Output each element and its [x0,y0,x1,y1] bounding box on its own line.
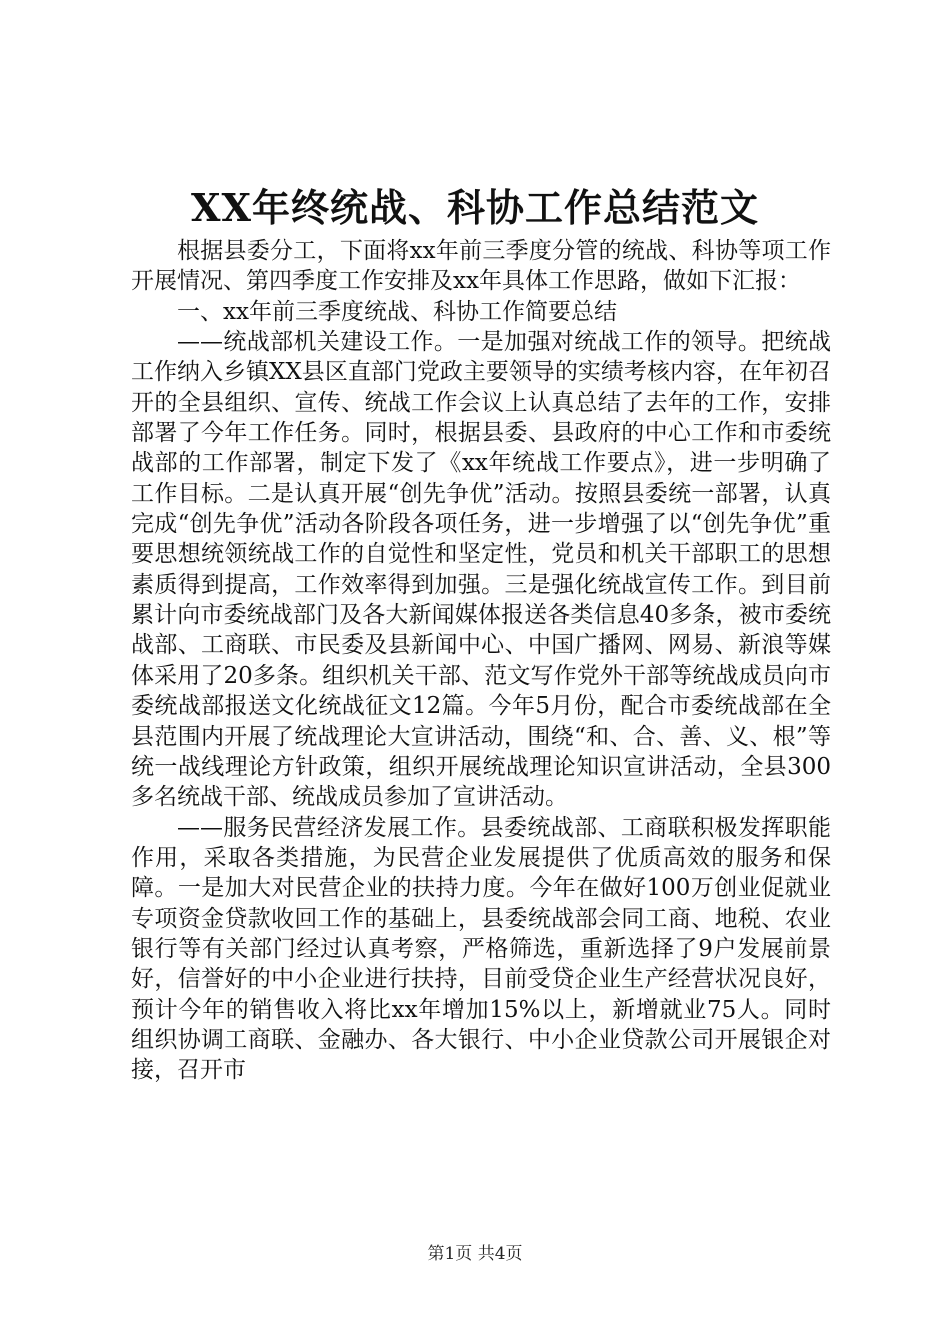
page-footer: 第1页 共4页 [427,1244,523,1264]
paragraph-intro: 根据县委分工，下面将xx年前三季度分管的统战、科协等项工作开展情况、第四季度工作安排及xx年具体工作思路，做如下汇报： [131,238,831,295]
section-heading: 一、xx年前三季度统战、科协工作简要总结 [177,298,617,325]
paragraph-private-economy: ——服务民营经济发展工作。县委统战部、工商联积极发挥职能作用，采取各类措施，为民营企业发展提供了优质高效的服务和保障。一是加大对民营企业的扶持力度。今年在做好100万创业促就业专项资金贷款收回工作的基础上，县委统战部会同工商、地税、农业银行等有关部门经过认真考察，严格筛选，重新选择了9户发展前景好，信誉好的中小企业进行扶持，目前受贷企业生产经营状况良好，预计今年的销售收入将比xx年增加15%以上，新增就业75人。同时组织协调工商联、金融办、各大银行、中小企业贷款公司开展银企对接，召开市 [131,814,831,1084]
paragraph-united-front-building: ——统战部机关建设工作。一是加强对统战工作的领导。把统战工作纳入乡镇XX县区直部门党政主要领导的实绩考核内容，在年初召开的全县组织、宣传、统战工作会议上认真总结了去年的工作，安排部署了今年工作任务。同时，根据县委、县政府的中心工作和市委统战部的工作部署，制定下发了《xx年统战工作要点》，进一步明确了工作目标。二是认真开展“创先争优”活动。按照县委统一部署，认真完成“创先争优”活动各阶段各项任务，进一步增强了以“创先争优”重要思想统领统战工作的自觉性和坚定性，党员和机关干部职工的思想素质得到提高，工作效率得到加强。三是强化统战宣传工作。到目前累计向市委统战部门及各大新闻媒体报送各类信息40多条，被市委统战部、工商联、市民委及县新闻中心、中国广播网、网易、新浪等媒体采用了20多条。组织机关干部、范文写作党外干部等统战成员向市委统战部报送文化统战征文12篇。今年5月份，配合市委统战部在全县范围内开展了统战理论大宣讲活动，围绕“和、合、善、义、根”等统一战线理论方针政策，组织开展统战理论知识宣讲活动，全县300多名统战干部、统战成员参加了宣讲活动。 [131,329,831,811]
document-title: XX年终统战、科协工作总结范文 [191,185,759,230]
document-body [131,236,831,1086]
